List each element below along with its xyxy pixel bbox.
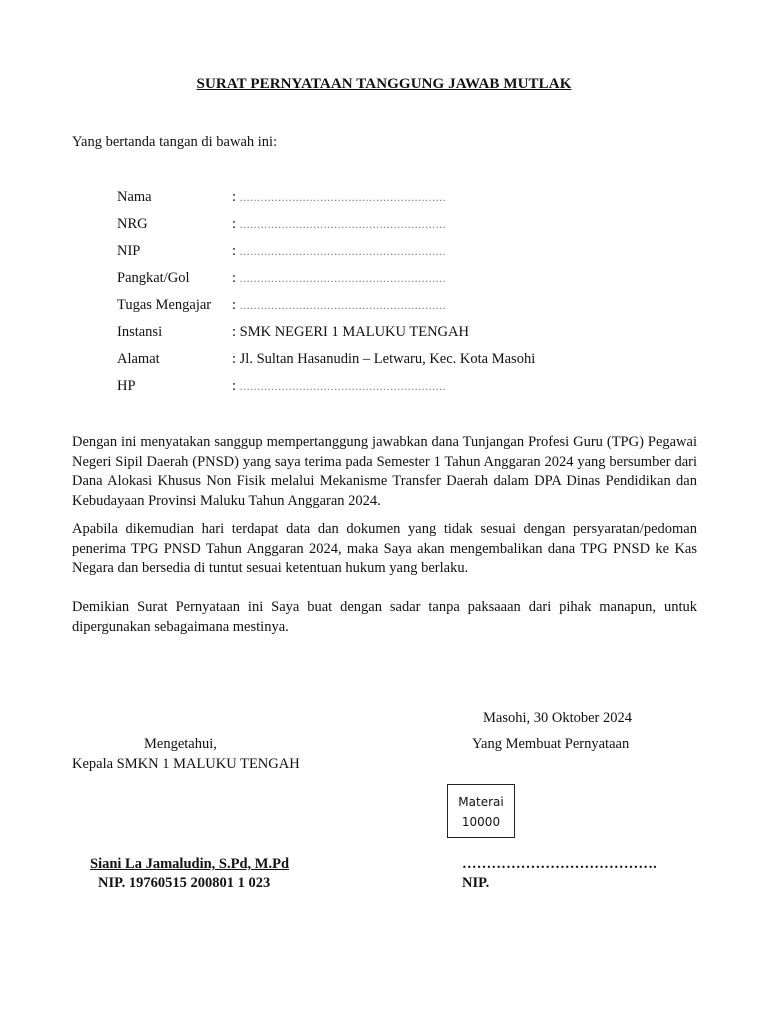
declarant-label: Yang Membuat Pernyataan (472, 736, 630, 752)
declarant-nip: NIP. (462, 875, 490, 891)
field-label: NIP (117, 243, 141, 259)
field-dots: ........................................................... (239, 217, 447, 231)
document-title: SURAT PERNYATAAN TANGGUNG JAWAB MUTLAK (196, 76, 572, 92)
statement-paragraph: Dengan ini menyatakan sanggup mempertanggung jawabkan dana Tunjangan Profesi Guru (TPG) Pegawai Negeri Sipil Daerah (PNSD) yang saya terima pada Semester 1 Tahun Anggaran 2024 yang bersumber dari Dana Alokasi Khusus Non Fisik melalui Mekanisme Transfer Daerah dalam DPA Dinas Pendidikan dan Kebudayaan Provinsi Maluku Tahun Anggaran 2024. (72, 434, 697, 509)
declarant-name-blank: …………………………………. (462, 856, 657, 872)
field-label: NRG (117, 216, 148, 232)
field-value: : ........................................................... (232, 243, 447, 259)
stamp-line: Materai (458, 795, 504, 809)
field-label: HP (117, 378, 136, 394)
principal-nip: NIP. 19760515 200801 1 023 (98, 875, 271, 891)
duty-stamp-box (447, 784, 515, 838)
consequence-paragraph: Apabila dikemudian hari terdapat data dan dokumen yang tidak sesuai dengan persyaratan/pedoman penerima TPG PNSD Tahun Anggaran 2024, maka Saya akan mengembalikan dana TPG PNSD ke Kas Negara dan bersedia di tuntut sesuai ketentuan hukum yang berlaku. (72, 521, 697, 576)
field-value: : Jl. Sultan Hasanudin – Letwaru, Kec. Kota Masohi (232, 351, 536, 367)
field-value: : SMK NEGERI 1 MALUKU TENGAH (232, 324, 469, 340)
field-value: : ........................................................... (232, 297, 447, 313)
field-dots: ........................................................... (239, 190, 447, 204)
field-value: : ........................................................... (232, 270, 447, 286)
closing-paragraph: Demikian Surat Pernyataan ini Saya buat dengan sadar tanpa paksaaan dari pihak manapun, untuk dipergunakan sebagaimana mestinya. (72, 599, 697, 635)
field-value: : ........................................................... (232, 189, 447, 205)
intro-text: Yang bertanda tangan di bawah ini: (72, 134, 278, 150)
field-label: Instansi (117, 324, 163, 340)
field-dots: ........................................................... (239, 379, 447, 393)
principal-name: Siani La Jamaludin, S.Pd, M.Pd (90, 856, 290, 872)
field-value: : ........................................................... (232, 378, 447, 394)
field-label: Nama (117, 189, 152, 205)
place-date: Masohi, 30 Oktober 2024 (483, 710, 633, 726)
stamp-value: 10000 (461, 815, 501, 829)
field-label: Pangkat/Gol (117, 270, 190, 286)
field-dots: ........................................................... (239, 271, 447, 285)
field-label: Tugas Mengajar (117, 297, 212, 313)
field-label: Alamat (117, 351, 160, 367)
principal-title: Kepala SMKN 1 MALUKU TENGAH (72, 756, 300, 772)
field-dots: ........................................................... (239, 244, 447, 258)
field-dots: ........................................................... (239, 298, 447, 312)
acknowledged-label: Mengetahui, (144, 736, 217, 752)
field-value: : ........................................................... (232, 216, 447, 232)
